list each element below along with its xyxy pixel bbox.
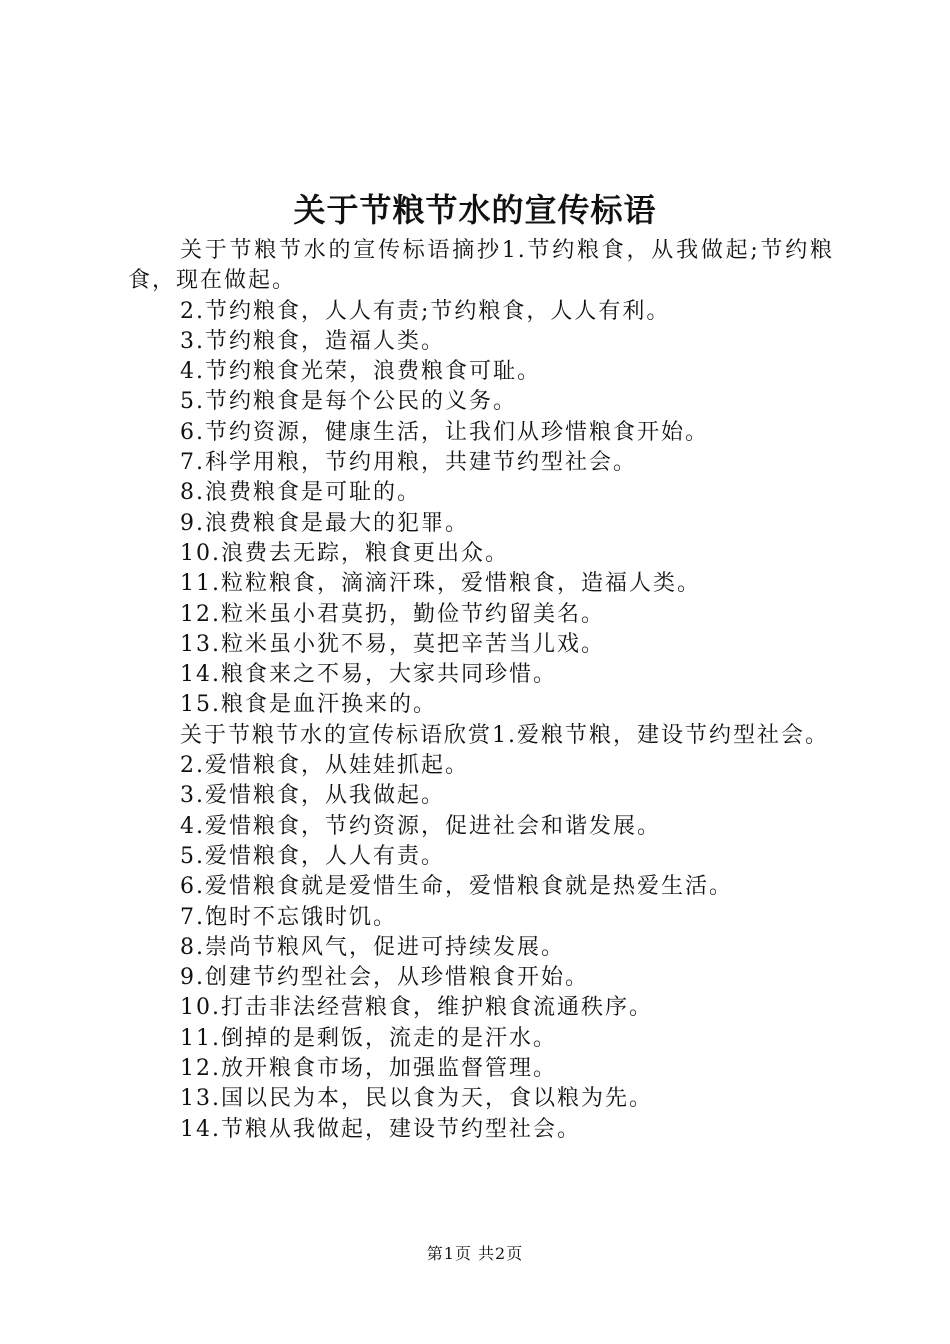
section2-list — [128, 751, 834, 1145]
slogan-item: 9.浪费粮食是最大的犯罪。 — [180, 510, 469, 536]
slogan-item: 11.粒粒粮食，滴滴汗珠，爱惜粮食，造福人类。 — [180, 571, 701, 597]
slogan-item: 3.爱惜粮食，从我做起。 — [180, 783, 445, 809]
slogan-item: 13.粒米虽小犹不易，莫把辛苦当儿戏。 — [180, 631, 605, 657]
slogan-item: 12.放开粮食市场，加强监督管理。 — [180, 1056, 557, 1082]
slogan-item: 4.爱惜粮食，节约资源，促进社会和谐发展。 — [180, 813, 661, 839]
slogan-item: 8.浪费粮食是可耻的。 — [180, 480, 421, 506]
section1-list — [128, 297, 834, 721]
section1-intro: 关于节粮节水的宣传标语摘抄1.节约粮食，从我做起;节约粮食，现在做起。 — [128, 238, 834, 294]
document-title: 关于节粮节水的宣传标语 — [293, 191, 657, 229]
slogan-item: 11.倒掉的是剩饭，流走的是汗水。 — [180, 1025, 557, 1051]
slogan-item: 12.粒米虽小君莫扔，勤俭节约留美名。 — [180, 601, 605, 627]
slogan-item: 9.创建节约型社会，从珍惜粮食开始。 — [180, 965, 589, 991]
slogan-item: 2.爱惜粮食，从娃娃抓起。 — [180, 753, 469, 779]
slogan-item: 5.爱惜粮食，人人有责。 — [180, 843, 445, 869]
slogan-item: 14.节粮从我做起，建设节约型社会。 — [180, 1116, 581, 1142]
section2-intro: 关于节粮节水的宣传标语欣赏1.爱粮节粮，建设节约型社会。 — [180, 722, 829, 748]
slogan-item: 14.粮食来之不易，大家共同珍惜。 — [180, 662, 557, 688]
slogan-item: 5.节约粮食是每个公民的义务。 — [180, 389, 517, 415]
slogan-item: 8.崇尚节粮风气，促进可持续发展。 — [180, 934, 565, 960]
slogan-item: 3.节约粮食，造福人类。 — [180, 328, 445, 354]
slogan-item: 7.科学用粮，节约用粮，共建节约型社会。 — [180, 450, 637, 476]
slogan-item: 10.打击非法经营粮食，维护粮食流通秩序。 — [180, 995, 653, 1021]
slogan-item: 13.国以民为本，民以食为天，食以粮为先。 — [180, 1086, 653, 1112]
page-footer: 第1页 共2页 — [426, 1244, 524, 1263]
slogan-item: 4.节约粮食光荣，浪费粮食可耻。 — [180, 359, 541, 385]
document-body — [128, 236, 834, 1145]
slogan-item: 6.节约资源，健康生活，让我们从珍惜粮食开始。 — [180, 419, 709, 445]
slogan-item: 10.浪费去无踪，粮食更出众。 — [180, 540, 509, 566]
slogan-item: 6.爱惜粮食就是爱惜生命，爱惜粮食就是热爱生活。 — [180, 874, 733, 900]
slogan-item: 2.节约粮食，人人有责;节约粮食，人人有利。 — [180, 298, 671, 324]
slogan-item: 7.饱时不忘饿时饥。 — [180, 904, 397, 930]
slogan-item: 15.粮食是血汗换来的。 — [180, 692, 437, 718]
